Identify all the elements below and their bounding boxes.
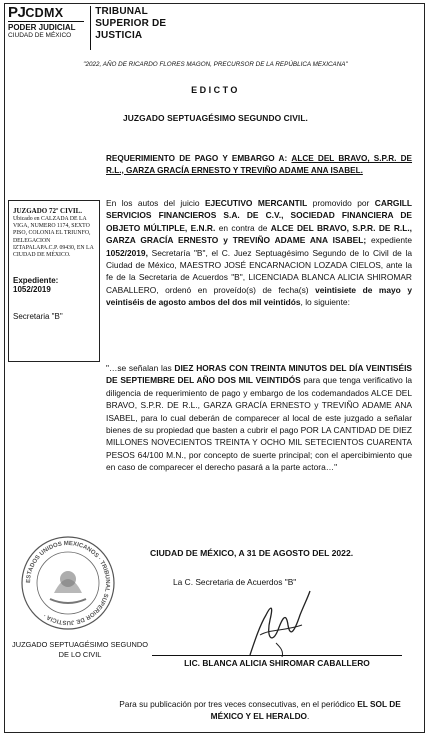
logo-subtitle: PODER JUDICIAL [8, 21, 84, 32]
signature-rule [152, 655, 402, 656]
quote-text-2: para que tenga verificativo la diligencia de requerimiento de pago y embargo de los codemandados ALCE DEL BRAVO, S.P.R. DE R.L., GARZA GRACÍA ERNESTO y TREVIÑO ADAME ANA ISABEL, para lo cual deberán de comparecer al local de este juzgado a señalar bienes de su propiedad que basten a cubrir el pago POR LA CANTIDAD DE DIEZ MILLONES NOVECIENTOS TREINTA Y OCHO MIL SETECIENTOS CUARENTA PESOS 64/100 M.N., por concepto de suerte principal; con el apercibimiento que en caso de comparecer el derecho pasará a la parte actora…" [106, 375, 412, 473]
logo-city: CIUDAD DE MÉXICO [8, 32, 72, 39]
header-divider [90, 6, 91, 50]
handwritten-signature [230, 585, 320, 657]
p1-bold-2: CARGILL SERVICIOS FINANCIEROS S.A. DE C.V., SOCIEDAD FINANCIERA DE OBJETO MÚLTIPLE, E.N.R. [106, 198, 412, 233]
p1-text-6: , lo siguiente: [300, 297, 350, 308]
year-motto: "2022, AÑO DE RICARDO FLORES MAGON, PRECURSOR DE LA REPÚBLICA MEXICANA" [83, 61, 348, 68]
expediente-label: Expediente: [13, 276, 59, 286]
seal-caption: JUZGADO SEPTUAGÉSIMO SEGUNDO DE LO CIVIL [12, 640, 148, 659]
letterhead [8, 6, 166, 50]
footer-text-1: Para su publicación por tres veces consecutivas, en el periódico [119, 699, 358, 709]
p1-bold-1: EJECUTIVO MERCANTIL [204, 198, 308, 208]
logo-cdmx-text: CDMX [25, 6, 64, 20]
tribunal-line-1: TRIBUNAL [95, 6, 148, 17]
secretaria-label: Secretaria "B" [13, 312, 63, 322]
court-address: Ubicado en CALZADA DE LA VIGA, NUMERO 1174, SEXTO PISO, COLONIA EL TRIUNFO, DELEGACION IZTAPALAPA.C.P. 09430, EN LA CIUDAD DE MÉXICO. [13, 216, 94, 259]
quoted-order [106, 362, 412, 474]
p1-bold-5: veintisiete de mayo y veintiséis de agosto ambos del dos mil veintidós [106, 284, 412, 308]
expediente-value: 1052/2019 [13, 285, 51, 295]
tribunal-line-3: JUSTICIA [95, 30, 143, 41]
requirement-line [106, 153, 412, 176]
court-info-box [8, 200, 100, 362]
requirement-parties: ALCE DEL BRAVO, S.P.R. DE R.L., GARZA GRACÍA ERNESTO Y TREVIÑO ADAME ANA ISABEL. [106, 154, 413, 175]
footer-newspapers: EL SOL DE MÉXICO Y EL HERALDO [210, 699, 401, 722]
publication-note [106, 698, 414, 723]
logo-pj-text: PJ [8, 4, 26, 21]
p1-text-2: promovido por [307, 198, 375, 208]
secretary-title: La C. Secretaria de Acuerdos "B" [173, 577, 297, 587]
p1-text-1: En los autos del juicio [106, 198, 205, 208]
seal-ring-text: ESTADOS UNIDOS MEXICANOS · TRIBUNAL SUPERIOR DE JUSTICIA · [25, 540, 111, 626]
court-seal-icon [20, 535, 116, 631]
place-date: CIUDAD DE MÉXICO, A 31 DE AGOSTO DEL 2022. [150, 548, 354, 558]
p1-bold-3: ALCE DEL BRAVO, S.P.R. DE R.L., GARZA GRACÍA ERNESTO y TREVIÑO ADAME ANA ISABEL; [106, 222, 412, 246]
body-paragraph [106, 197, 412, 309]
document-title: EDICTO [191, 85, 240, 95]
quote-text-1: "…se señalan las [106, 363, 175, 373]
requirement-label: REQUERIMIENTO DE PAGO Y EMBARGO A: [106, 154, 288, 163]
p1-text-3: en contra de [215, 222, 271, 233]
footer-text-2: . [307, 711, 310, 722]
pjcdmx-logo [8, 6, 84, 50]
p1-bold-4: 1052/2019, [106, 247, 148, 258]
p1-text-5: Secretaría "B", el C. Juez Septuagésimo Segundo de lo Civil de la Ciudad de México, MAESTRO JOSÉ ENCARNACION LOZADA CIELOS, ante la fe de la Secretaria de Acuerdos "B", LICENCIADA BLANCA ALICIA SHIROMAR CABALLERO, ordenó en proveído(s) de fecha(s) [106, 247, 412, 295]
quote-bold-1: DIEZ HORAS CON TREINTA MINUTOS DEL DÍA VEINTISÉIS DE SEPTIEMBRE DEL AÑO DOS MIL VEINTIDÓS [106, 363, 412, 386]
tribunal-name [95, 6, 166, 42]
court-info-title: JUZGADO 72º CIVIL. [13, 207, 83, 215]
court-title: JUZGADO SEPTUAGÉSIMO SEGUNDO CIVIL. [123, 113, 308, 123]
signer-name: LIC. BLANCA ALICIA SHIROMAR CABALLERO [184, 658, 370, 668]
tribunal-line-2: SUPERIOR DE [95, 18, 167, 29]
p1-text-4: expediente [366, 235, 413, 246]
